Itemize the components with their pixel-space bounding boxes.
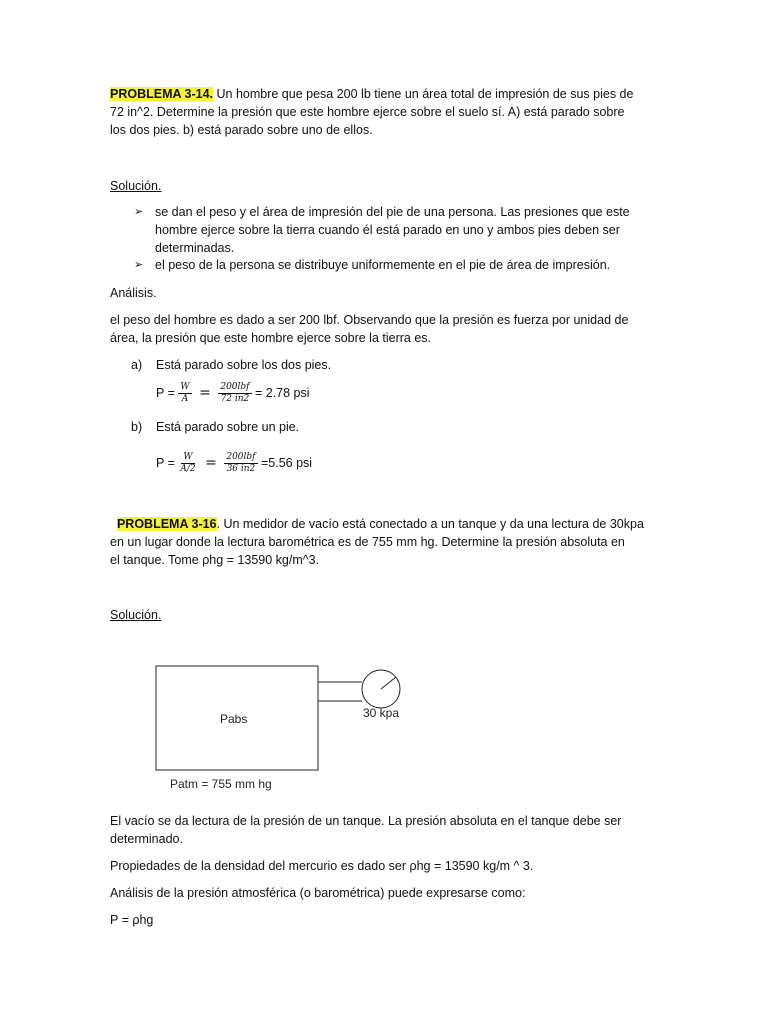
solution-2-line-5: P = ρhg (110, 913, 154, 927)
fraction-denominator: A/2 (180, 464, 196, 474)
case-a-label: a) (131, 358, 143, 372)
fraction-numerator: W (183, 452, 193, 462)
solution-2-line-3: Propiedades de la densidad del mercurio es dado ser ρhg = 13590 kg/m ^ 3. (110, 859, 534, 873)
case-b (131, 418, 299, 436)
solution-heading-1: Solución. (110, 179, 162, 193)
analysis-line-2: área, la presión que este hombre ejerce sobre la tierra es. (110, 331, 432, 345)
problem-3-14-text-1: Un hombre que pesa 200 lb tiene un área total de impresión de sus pies de (213, 87, 634, 101)
solution-heading-2: Solución. (110, 608, 162, 622)
tank-label-pabs: Pabs (220, 712, 248, 726)
equals-sign: = (205, 454, 217, 471)
gauge-label: 30 kpa (363, 706, 400, 720)
equation-a-lhs: P = (156, 385, 175, 400)
equation-b-result: =5.56 psi (260, 455, 313, 470)
analysis-text (110, 311, 655, 347)
bullet-1-line-3: determinadas. (155, 241, 235, 255)
problem-3-16-text-2: en un lugar donde la lectura barométrica es de 755 mm hg. Determine la presión absoluta en (110, 535, 625, 549)
solution-2-line-2: determinado. (110, 832, 183, 846)
problem-3-14-statement (110, 85, 655, 139)
fraction-w-over-a-half (178, 452, 197, 475)
case-a-text: Está parado sobre los dos pies. (156, 358, 332, 372)
equals-sign: = (199, 384, 211, 401)
fraction-numerator: 200lbf (220, 382, 250, 392)
problem-3-14-text-2: 72 in^2. Determine la presión que este hombre ejerce sobre el suelo sí. A) está parado sobre (110, 105, 625, 119)
arrow-bullet-icon: ➢ (134, 259, 144, 271)
bullet-2-line-1: el peso de la persona se distribuye uniformemente en el pie de área de impresión. (155, 258, 611, 272)
case-b-text: Está parado sobre un pie. (156, 420, 300, 434)
problem-3-16-text-3: el tanque. Tome ρhg = 13590 kg/m^3. (110, 553, 320, 567)
problem-3-16-text-1: . Un medidor de vacío está conectado a un tanque y da una lectura de 30kpa (216, 517, 644, 531)
solution-2-text-1 (110, 812, 655, 848)
problem-3-16-statement (110, 515, 655, 569)
bullet-1 (134, 203, 654, 257)
solution-2-line-1: El vacío se da lectura de la presión de un tanque. La presión absoluta en el tanque debe ser (110, 814, 622, 828)
fraction-denominator: 36 in2 (226, 464, 256, 474)
fraction-denominator: 72 in2 (220, 394, 250, 404)
equation-a (156, 382, 310, 405)
fraction-numerator: W (180, 382, 190, 392)
fraction-200lbf-over-72in2 (218, 382, 251, 405)
fraction-numerator: 200lbf (226, 452, 256, 462)
fraction-200lbf-over-36in2 (224, 452, 257, 475)
problem-3-14-text-3: los dos pies. b) está parado sobre uno de ellos. (110, 123, 373, 137)
equation-b (156, 452, 312, 475)
atm-label: Patm = 755 mm hg (170, 777, 272, 791)
solution-2-line-4: Análisis de la presión atmosférica (o barométrica) puede expresarse como: (110, 886, 526, 900)
equation-a-result: = 2.78 psi (254, 385, 310, 400)
analysis-heading: Análisis. (110, 286, 157, 300)
bullet-1-line-1: se dan el peso y el área de impresión del pie de una persona. Las presiones que este (155, 205, 630, 219)
analysis-line-1: el peso del hombre es dado a ser 200 lbf. Observando que la presión es fuerza por unidad de (110, 313, 629, 327)
fraction-denominator: A (181, 394, 189, 404)
problem-3-16-label: PROBLEMA 3-16 (116, 517, 217, 531)
bullet-2 (134, 256, 654, 274)
fraction-w-over-a (178, 382, 191, 405)
case-b-label: b) (131, 420, 143, 434)
problem-3-14-label: PROBLEMA 3-14. (110, 87, 214, 101)
equation-b-lhs: P = (156, 455, 175, 470)
arrow-bullet-icon: ➢ (134, 206, 144, 218)
bullet-1-line-2: hombre ejerce sobre la tierra cuando él está parado en uno y ambos pies deben ser (155, 223, 620, 237)
case-a (131, 356, 331, 374)
tank-gauge-diagram (140, 655, 440, 795)
